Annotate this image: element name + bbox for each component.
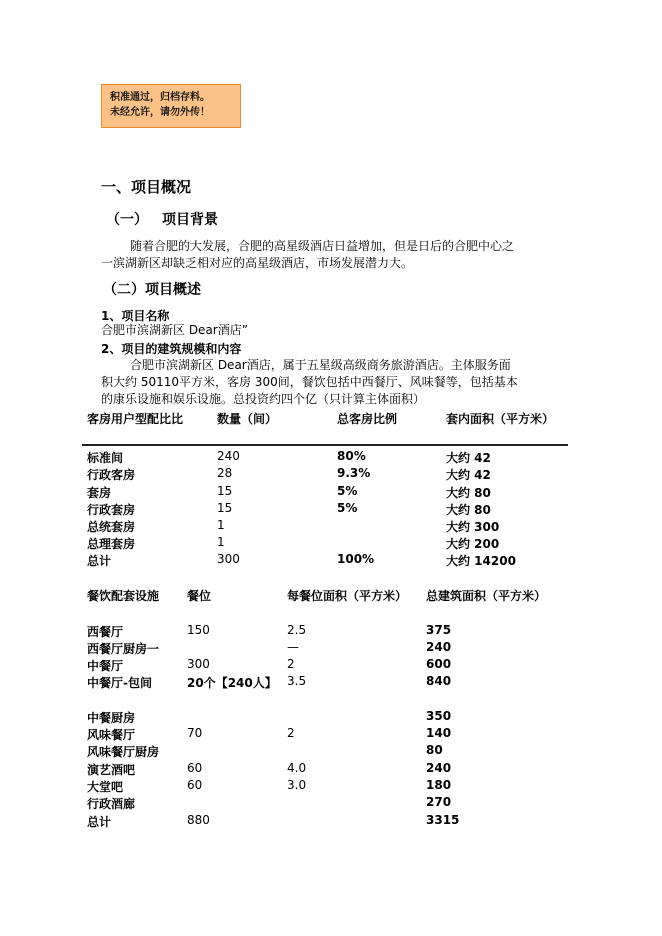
table-cell: 大约 42 bbox=[446, 451, 491, 465]
dining-header-total-area: 总建筑面积（平方米） bbox=[426, 589, 547, 603]
table-cell: 880 bbox=[187, 813, 210, 827]
table-cell: 3.0 bbox=[287, 778, 307, 792]
table-cell: 15 bbox=[217, 501, 233, 515]
rooms-header-ratio: 总客房比例 bbox=[337, 412, 398, 426]
table-cell: 300 bbox=[187, 657, 210, 671]
section-1-1-heading: 项目背景 bbox=[162, 212, 218, 228]
table-cell: 西餐厅 bbox=[87, 625, 124, 639]
table-cell: 240 bbox=[426, 640, 452, 654]
table-cell: 西餐厅厨房一 bbox=[87, 642, 160, 656]
table-cell: 大约 80 bbox=[446, 503, 491, 517]
item-1-text: 合肥市滨湖新区 Dear酒店” bbox=[101, 323, 248, 337]
table-cell: 150 bbox=[187, 623, 210, 637]
table-cell: 15 bbox=[217, 484, 233, 498]
table-cell: 140 bbox=[426, 726, 452, 740]
table-divider bbox=[82, 444, 568, 446]
item-2-title: 2、项目的建筑规模和内容 bbox=[101, 342, 242, 356]
item-2-line-3: 的康乐设施和娱乐设施。总投资约四个亿（只计算主体面积） bbox=[101, 392, 426, 406]
table-cell: 大约 80 bbox=[446, 486, 491, 500]
background-paragraph-line-2: 一滨湖新区却缺乏相对应的高星级酒店，市场发展潜力大。 bbox=[101, 256, 414, 270]
table-cell: 总计 bbox=[87, 554, 112, 568]
table-cell: 70 bbox=[187, 726, 203, 740]
table-cell: 600 bbox=[426, 657, 452, 671]
table-cell: 60 bbox=[187, 761, 203, 775]
table-cell: 240 bbox=[217, 449, 240, 463]
table-cell: 大堂吧 bbox=[87, 780, 124, 794]
background-paragraph-line-1: 随着合肥的大发展，合肥的高星级酒店日益增加，但是日后的合肥中心之 bbox=[130, 239, 515, 253]
table-cell: 行政客房 bbox=[87, 468, 136, 482]
table-cell: 中餐厅 bbox=[87, 659, 124, 673]
table-cell: 行政酒廊 bbox=[87, 797, 136, 811]
table-cell: 4.0 bbox=[287, 761, 307, 775]
table-cell: 总统套房 bbox=[87, 520, 136, 534]
table-cell: 60 bbox=[187, 778, 203, 792]
dining-header-area-per-seat: 每餐位面积（平方米） bbox=[287, 589, 408, 603]
table-cell: 350 bbox=[426, 709, 452, 723]
table-cell: 风味餐厅厨房 bbox=[87, 745, 160, 759]
table-cell: 总理套房 bbox=[87, 537, 136, 551]
table-cell: 300 bbox=[217, 552, 240, 566]
rooms-header-count: 数量（间） bbox=[217, 412, 278, 426]
table-cell: 5% bbox=[337, 501, 358, 515]
table-cell: 80% bbox=[337, 449, 366, 463]
table-cell: 28 bbox=[217, 466, 233, 480]
section-1-heading: 一、项目概况 bbox=[101, 178, 192, 196]
table-cell: 240 bbox=[426, 761, 452, 775]
table-cell: 270 bbox=[426, 795, 452, 809]
table-cell: 中餐厅-包间 bbox=[87, 676, 152, 690]
table-cell: 大约 14200 bbox=[446, 554, 516, 568]
item-1-title: 1、项目名称 bbox=[101, 309, 170, 323]
table-cell: 2 bbox=[287, 726, 295, 740]
rooms-header-type: 客房用户型配比比 bbox=[87, 412, 184, 426]
table-cell: 套房 bbox=[87, 486, 112, 500]
rooms-header-area: 套内面积（平方米） bbox=[446, 412, 555, 426]
table-cell: 100% bbox=[337, 552, 375, 566]
table-cell: 840 bbox=[426, 674, 452, 688]
table-cell: 风味餐厅 bbox=[87, 728, 136, 742]
table-cell: 1 bbox=[217, 518, 225, 532]
table-cell: 总计 bbox=[87, 815, 112, 829]
table-cell: 中餐厨房 bbox=[87, 711, 136, 725]
dining-header-seats: 餐位 bbox=[187, 589, 212, 603]
table-cell: 180 bbox=[426, 778, 452, 792]
table-cell: 标准间 bbox=[87, 451, 124, 465]
table-cell: 20个【240人】 bbox=[187, 676, 277, 690]
table-cell: 3315 bbox=[426, 813, 460, 827]
item-2-line-2: 积大约 50110平方米，客房 300间，餐饮包括中西餐厅、风味餐等，包括基本 bbox=[101, 375, 518, 389]
item-2-line-1: 合肥市滨湖新区 Dear酒店，属于五星级高级商务旅游酒店。主体服务面 bbox=[130, 358, 511, 372]
table-cell: 2 bbox=[287, 657, 295, 671]
section-1-2-heading: （二）项目概述 bbox=[103, 282, 201, 298]
notice-line-2: 未经允许，请勿外传！ bbox=[110, 107, 210, 118]
notice-line-1: 积准通过，归档存料。 bbox=[110, 92, 210, 103]
section-1-1-number: （一） bbox=[106, 212, 148, 228]
table-cell: — bbox=[287, 640, 299, 654]
dining-header-facility: 餐饮配套设施 bbox=[87, 589, 160, 603]
table-cell: 大约 42 bbox=[446, 468, 491, 482]
table-cell: 大约 200 bbox=[446, 537, 500, 551]
table-cell: 375 bbox=[426, 623, 452, 637]
table-cell: 5% bbox=[337, 484, 358, 498]
table-cell: 行政套房 bbox=[87, 503, 136, 517]
table-cell: 3.5 bbox=[287, 674, 307, 688]
table-cell: 2.5 bbox=[287, 623, 307, 637]
table-cell: 80 bbox=[426, 743, 443, 757]
table-cell: 1 bbox=[217, 535, 225, 549]
confidential-notice-box bbox=[101, 84, 241, 128]
table-cell: 演艺酒吧 bbox=[87, 763, 136, 777]
table-cell: 大约 300 bbox=[446, 520, 500, 534]
table-cell: 9.3% bbox=[337, 466, 371, 480]
